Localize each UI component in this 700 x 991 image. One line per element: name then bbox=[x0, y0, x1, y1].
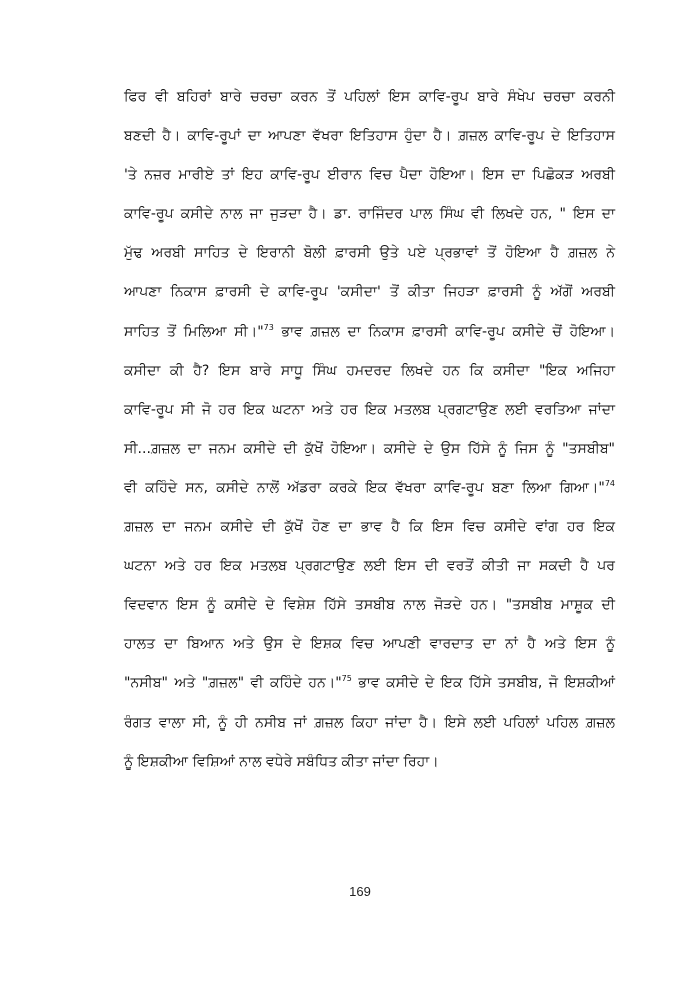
line-text: ਹਾਲਤ ਦਾ ਬਿਆਨ ਅਤੇ ਉਸ ਦੇ ਇਸ਼ਕ ਵਿਚ ਆਪਣੀ ਵਾਰਦਾਤ ਦਾ ਨਾਂ ਹੈ ਅਤੇ ਇਸ ਨੂੰ bbox=[124, 636, 615, 653]
line-text: ਸੀ...ਗ਼ਜ਼ਲ ਦਾ ਜਨਮ ਕਸੀਦੇ ਦੀ ਕੁੱਖੋਂ ਹੋਇਆ। ਕਸੀਦੇ ਦੇ ਉਸ ਹਿੱਸੇ ਨੂੰ ਜਿਸ ਨੂੰ "ਤਸਬੀਬ" bbox=[124, 440, 615, 457]
line-text: ਨੂੰ ਇਸ਼ਕੀਆ ਵਿਸ਼ਿਆਂ ਨਾਲ ਵਧੇਰੇ ਸਬੰਧਿਤ ਕੀਤਾ ਜਾਂਦਾ ਰਿਹਾ। bbox=[124, 753, 439, 770]
line-text: ਗ਼ਜ਼ਲ ਦਾ ਜਨਮ ਕਸੀਦੇ ਦੀ ਕੁੱਖੋਂ ਹੋਣ ਦਾ ਭਾਵ ਹੈ ਕਿ ਇਸ ਵਿਚ ਕਸੀਦੇ ਵਾਂਗ ਹਰ ਇਕ bbox=[124, 519, 615, 536]
line-text-continued: ਭਾਵ ਗ਼ਜ਼ਲ ਦਾ ਨਿਕਾਸ ਫ਼ਾਰਸੀ ਕਾਵਿ-ਰੂਪ ਕਸੀਦੇ ਚੋਂ ਹੋਇਆ। bbox=[273, 323, 616, 340]
line-text: ਆਪਣਾ ਨਿਕਾਸ ਫ਼ਾਰਸੀ ਦੇ ਕਾਵਿ-ਰੂਪ 'ਕਸੀਦਾ' ਤੋਂ ਕੀਤਾ ਜਿਹੜਾ ਫ਼ਾਰਸੀ ਨੂੰ ਅੱਗੋਂ ਅਰਬੀ bbox=[124, 284, 615, 301]
line-text: ਸਾਹਿਤ ਤੋਂ ਮਿਲਿਆ ਸੀ।" bbox=[124, 323, 264, 340]
footnote-ref-73: 73 bbox=[263, 322, 274, 332]
line-text: ਬਣਦੀ ਹੈ। ਕਾਵਿ-ਰੂਪਾਂ ਦਾ ਆਪਣਾ ਵੱਖਰਾ ਇਤਿਹਾਸ ਹੁੰਦਾ ਹੈ। ਗ਼ਜ਼ਲ ਕਾਵਿ-ਰੂਪ ਦੇ ਇਤਿਹਾਸ bbox=[124, 128, 615, 145]
line-text: 'ਤੇ ਨਜ਼ਰ ਮਾਰੀਏ ਤਾਂ ਇਹ ਕਾਵਿ-ਰੂਪ ਈਰਾਨ ਵਿਚ ਪੈਦਾ ਹੋਇਆ। ਇਸ ਦਾ ਪਿਛੋਕੜ ਅਰਬੀ bbox=[124, 167, 615, 184]
line-text: ਘਟਨਾ ਅਤੇ ਹਰ ਇਕ ਮਤਲਬ ਪ੍ਰਗਟਾਉਣ ਲਈ ਇਸ ਦੀ ਵਰਤੋਂ ਕੀਤੀ ਜਾ ਸਕਦੀ ਹੈ ਪਰ bbox=[124, 558, 615, 575]
text-line-18 bbox=[124, 743, 615, 782]
line-text: ਕਾਵਿ-ਰੂਪ ਕਸੀਦੇ ਨਾਲ ਜਾ ਜੁੜਦਾ ਹੈ। ਡਾ. ਰਾਜਿੰਦਰ ਪਾਲ ਸਿੰਘ ਵੀ ਲਿਖਦੇ ਹਨ, " ਇਸ ਦਾ bbox=[124, 206, 615, 223]
text-line-16 bbox=[124, 664, 615, 703]
text-line-10 bbox=[124, 430, 615, 469]
line-text: ਵਿਦਵਾਨ ਇਸ ਨੂੰ ਕਸੀਦੇ ਦੇ ਵਿਸ਼ੇਸ਼ ਹਿੱਸੇ ਤਸਬੀਬ ਨਾਲ ਜੋੜਦੇ ਹਨ। "ਤਸਬੀਬ ਮਾਸ਼ੂਕ ਦੀ bbox=[124, 597, 615, 614]
text-line-7 bbox=[124, 313, 615, 352]
text-line-5 bbox=[124, 234, 615, 273]
text-line-4 bbox=[124, 195, 615, 234]
text-line-15 bbox=[124, 625, 615, 664]
text-line-1 bbox=[124, 78, 615, 117]
line-text: "ਨਸੀਬ" ਅਤੇ "ਗ਼ਜ਼ਲ" ਵੀ ਕਹਿੰਦੇ ਹਨ।" bbox=[124, 675, 342, 692]
text-line-8 bbox=[124, 352, 615, 391]
line-text: ਫਿਰ ਵੀ ਬਹਿਰਾਂ ਬਾਰੇ ਚਰਚਾ ਕਰਨ ਤੋਂ ਪਹਿਲਾਂ ਇਸ ਕਾਵਿ-ਰੂਪ ਬਾਰੇ ਸੰਖੇਪ ਚਰਚਾ ਕਰਨੀ bbox=[124, 89, 615, 105]
text-line-13 bbox=[124, 547, 615, 586]
text-line-3 bbox=[124, 156, 615, 195]
text-line-11 bbox=[124, 469, 615, 508]
line-text: ਕਾਵਿ-ਰੂਪ ਸੀ ਜੋ ਹਰ ਇਕ ਘਟਨਾ ਅਤੇ ਹਰ ਇਕ ਮਤਲਬ ਪ੍ਰਗਟਾਉਣ ਲਈ ਵਰਤਿਆ ਜਾਂਦਾ bbox=[124, 401, 615, 418]
footnote-ref-75: 75 bbox=[341, 674, 352, 684]
body-paragraph bbox=[124, 78, 615, 782]
text-line-14 bbox=[124, 586, 615, 625]
line-text: ਵੀ ਕਹਿੰਦੇ ਸਨ, ਕਸੀਦੇ ਨਾਲੋਂ ਅੱਡਰਾ ਕਰਕੇ ਇਕ ਵੱਖਰਾ ਕਾਵਿ-ਰੂਪ ਬਣਾ ਲਿਆ ਗਿਆ।" bbox=[124, 479, 605, 496]
text-line-2 bbox=[124, 117, 615, 156]
footnote-ref-74: 74 bbox=[604, 478, 615, 488]
text-line-17 bbox=[124, 704, 615, 743]
text-line-6 bbox=[124, 273, 615, 312]
line-text: ਕਸੀਦਾ ਕੀ ਹੈ? ਇਸ ਬਾਰੇ ਸਾਧੂ ਸਿੰਘ ਹਮਦਰਦ ਲਿਖਦੇ ਹਨ ਕਿ ਕਸੀਦਾ "ਇਕ ਅਜਿਹਾ bbox=[124, 362, 615, 379]
text-line-12 bbox=[124, 508, 615, 547]
line-text: ਮੁੱਢ ਅਰਬੀ ਸਾਹਿਤ ਦੇ ਇਰਾਨੀ ਬੋਲੀ ਫ਼ਾਰਸੀ ਉਤੇ ਪਏ ਪ੍ਰਭਾਵਾਂ ਤੋਂ ਹੋਇਆ ਹੈ ਗ਼ਜ਼ਲ ਨੇ bbox=[124, 245, 615, 262]
page-number: 169 bbox=[349, 884, 371, 899]
line-text: ਰੰਗਤ ਵਾਲਾ ਸੀ, ਨੂੰ ਹੀ ਨਸੀਬ ਜਾਂ ਗ਼ਜ਼ਲ ਕਿਹਾ ਜਾਂਦਾ ਹੈ। ਇਸੇ ਲਈ ਪਹਿਲਾਂ ਪਹਿਲ ਗ਼ਜ਼ਲ bbox=[124, 714, 615, 731]
line-text-continued: ਭਾਵ ਕਸੀਦੇ ਦੇ ਇਕ ਹਿੱਸੇ ਤਸਬੀਬ, ਜੋ ਇਸ਼ਕੀਆਂ bbox=[351, 675, 615, 692]
text-line-9 bbox=[124, 391, 615, 430]
